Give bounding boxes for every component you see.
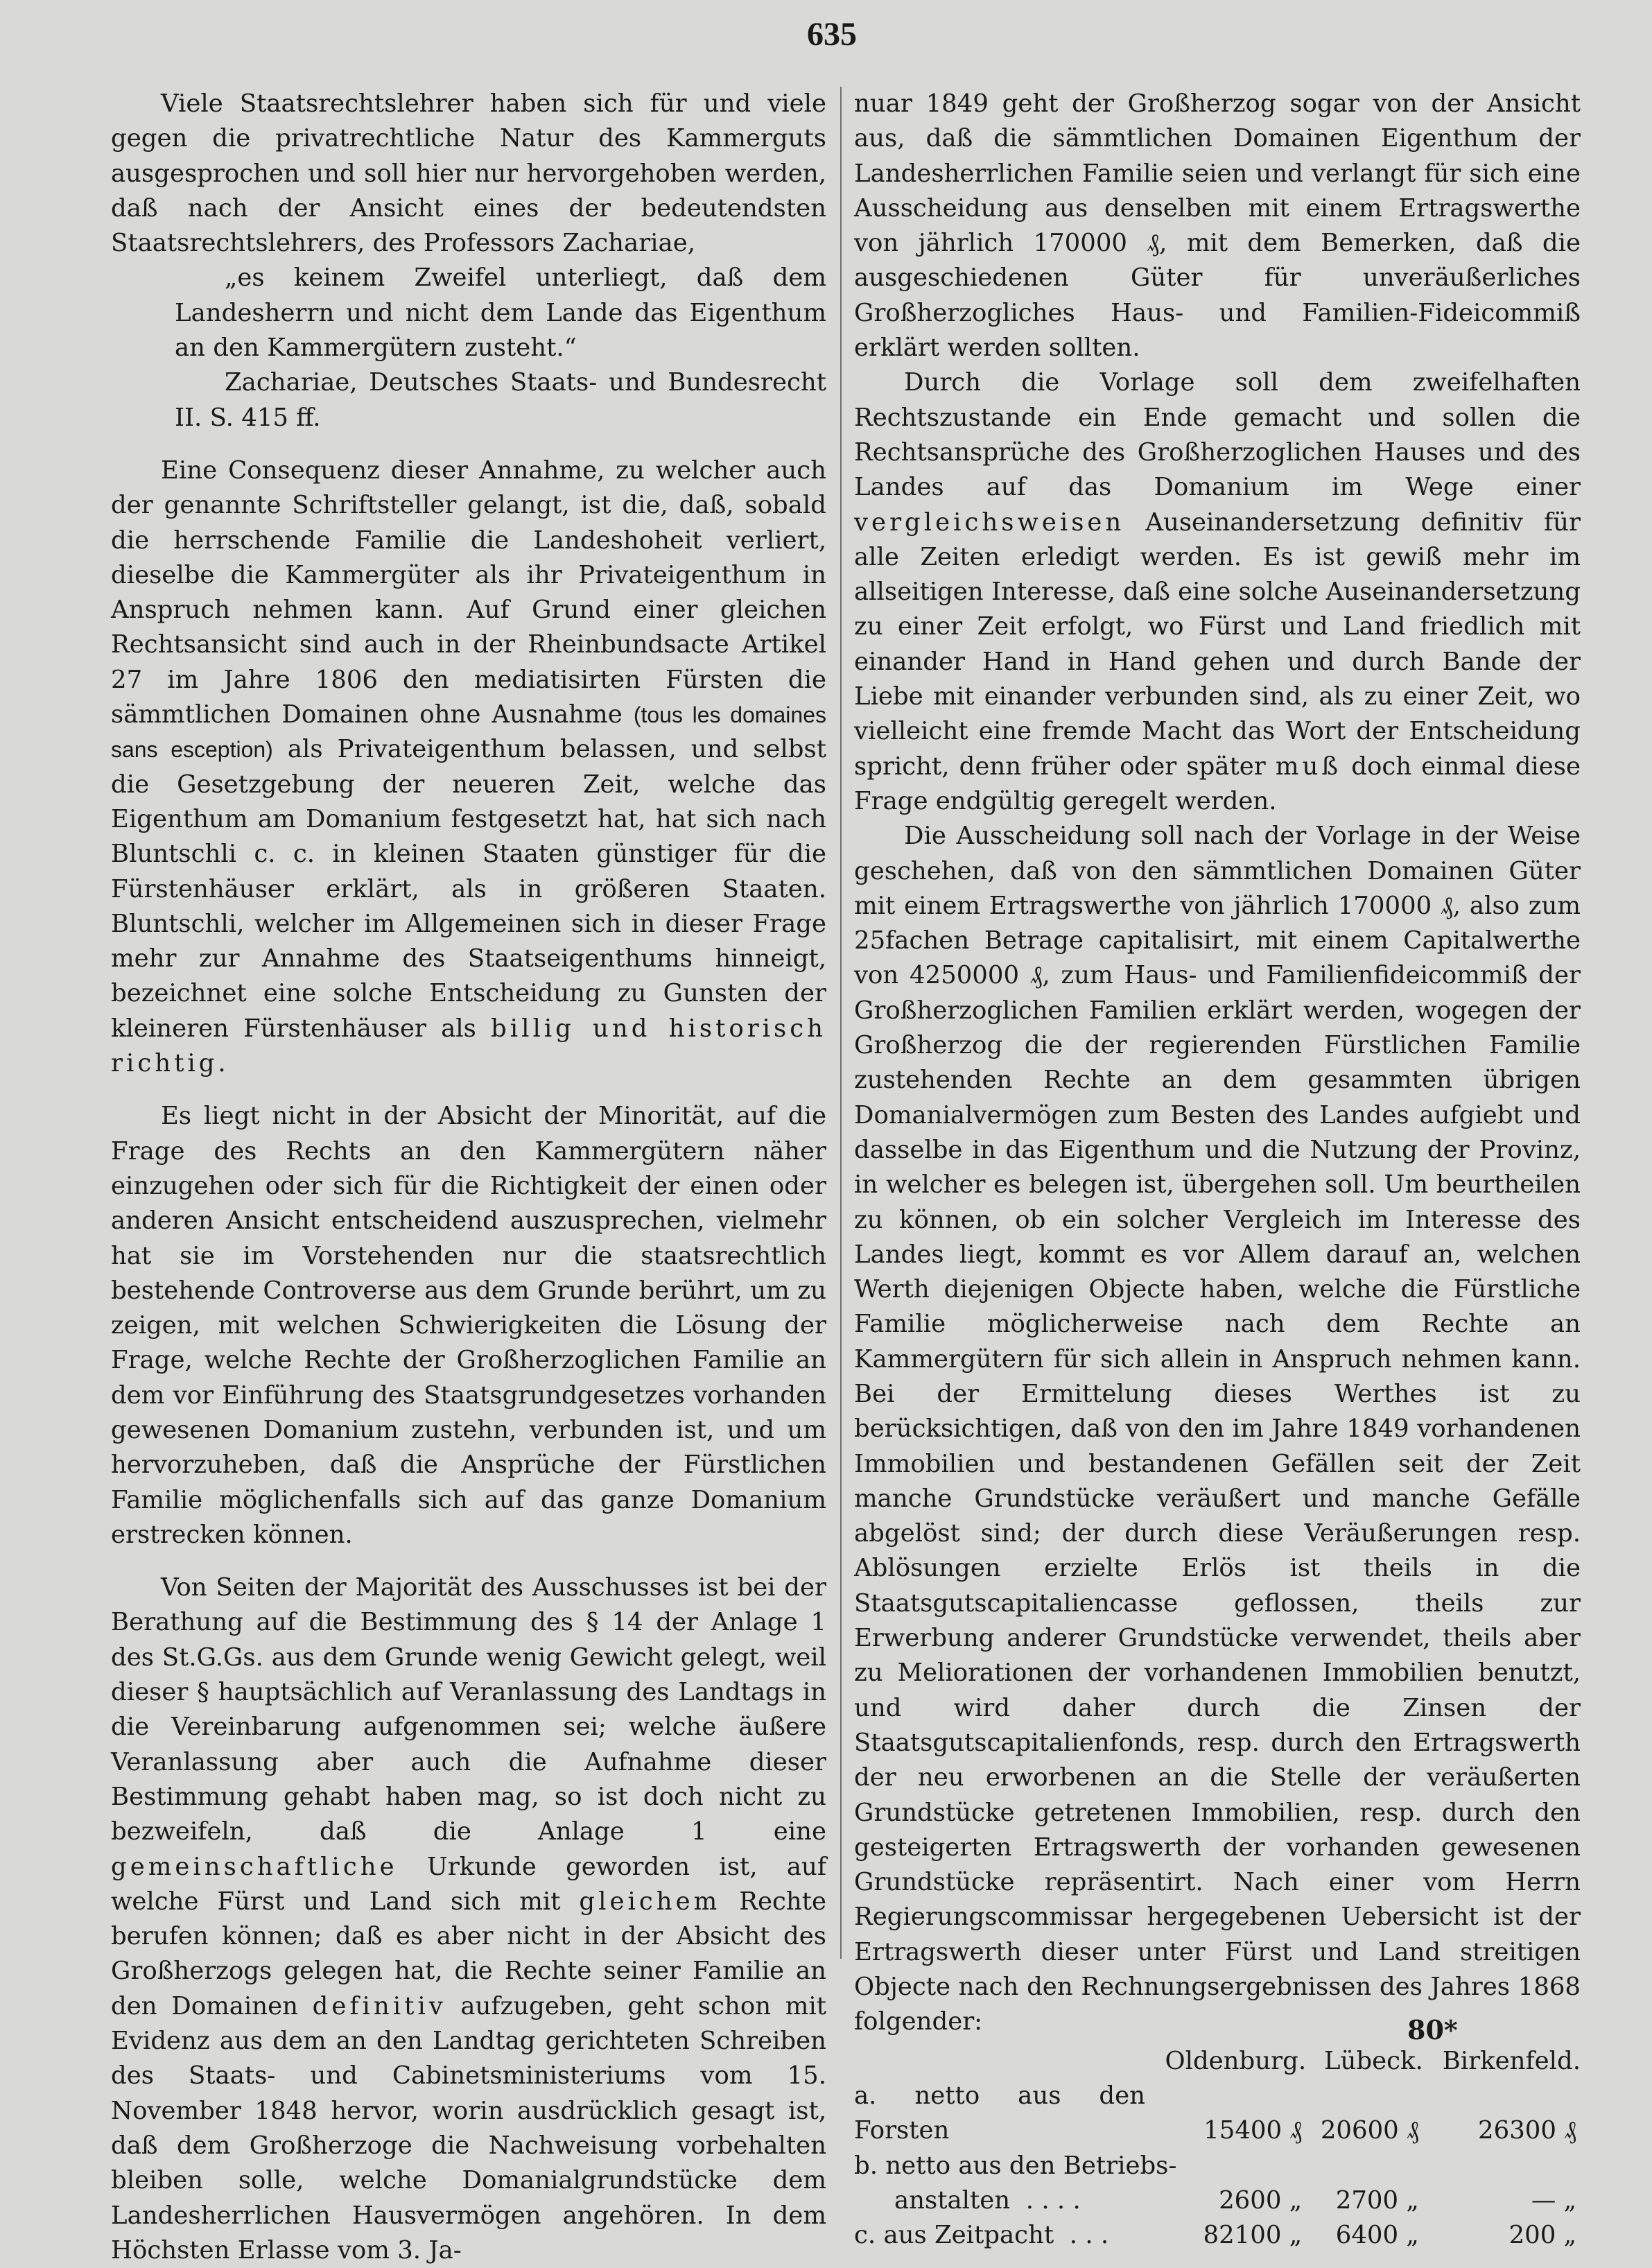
cell: 2600 „ — [1219, 2185, 1303, 2215]
paragraph — [854, 365, 1581, 819]
paragraph: nuar 1849 geht der Großherzog sogar von der Ansicht aus, daß die sämmtlichen Domainen Eigenthum der Landesherrlichen Familie seien und verlangt für sich eine Ausscheidung aus denselben mit einem Ertragswerthe von jährlich 170000 ₰, mit dem Bemerken, daß die ausgeschiedenen Güter für unveräußerliches Großherzogliches Haus- und Familien-Fideicommiß erklärt werden sollten. — [854, 89, 1581, 363]
cell: 82100 „ — [1203, 2221, 1303, 2250]
text: doch einmal diese Frage endgültig geregelt werden. — [854, 752, 1581, 815]
cell: 26300 ₰ — [1478, 2116, 1576, 2145]
text: aufzugeben, geht schon mit Evidenz aus dem an den Landtag gerichteten Schreiben des Staats- und Cabinetsministeriums vom 15. November 1848 hervor, worin ausdrücklich gesagt ist, daß dem Großherzoge die Nachweisung vorbehalten bleiben solle, welche Domanialgrundstücke dem Landesherrlichen Hausvermögen angehören. In dem Höchsten Erlasse vom 3. Ja- — [111, 1991, 826, 2265]
spaced-text: billig und historisch richtig. — [111, 1014, 826, 1078]
paragraph: Die Ausscheidung soll nach der Vorlage in der Weise geschehen, daß von den sämmtlichen Domainen Güter mit einem Ertragswerthe von jährlich 170000 ₰, also zum 25fachen Betrage capitalisirt, mit einem Capitalwerthe von 4250000 ₰, zum Haus- und Familienfideicommiß der Großherzoglichen Familien erklärt werden, wogegen der Großherzog die der regierenden Fürstlichen Familie zustehenden Rechte an dem gesammten übrigen Domanialvermögen zum Besten des Landes aufgiebt und dasselbe in das Eigenthum und die Nutzung der Provinz, in welcher es belegen ist, übergehen soll. Um beurtheilen zu können, ob ein solcher Vergleich im Interesse des Landes liegt, kommt es vor Allem darauf an, welchen Werth diejenigen Objecte haben, welche die Fürstliche Familie möglicherweise nach dem Rechte an Kammergütern für sich allein in Anspruch nehmen kann. Bei der Ermittelung dieses Werthes ist zu berücksichtigen, daß von den im Jahre 1849 vorhandenen Immobilien und bestandenen Gefällen seit der Zeit manche Grundstücke veräußert und manche Gefälle abgelöst sind; der durch diese Veräußerungen resp. Ablösungen erzielte Erlös ist theils in die Staatsgutscapitaliencasse geflossen, theils zur Erwerbung anderer Grundstücke verwendet, theils aber zu Meliorationen der vorhandenen Immobilien benutzt, und wird daher durch die Zinsen der Staatsgutscapitalienfonds, resp. durch den Ertragswerth der neu erworbenen an die Stelle der veräußerten Grundstücke getretenen Immobilien, resp. durch den gesteigerten Ertragswerth der vorhanden gewesenen Grundstücke repräsentirt. Nach einer vom Herrn Regierungscommissar hergegebenen Uebersicht ist der Ertragswerth dieser unter Fürst und Land streitigen Objecte nach den Rechnungsergebnissen des Jahres 1868 folgender: — [854, 822, 1581, 2036]
column-header: Oldenburg. — [1165, 2046, 1307, 2075]
cell: 200 „ — [1508, 2221, 1576, 2250]
spaced-text: gemeinschaftliche — [111, 1852, 398, 1881]
spaced-text: gleichem — [579, 1887, 721, 1916]
text: Urkunde geworden ist, auf welche Fürst und Land sich mit — [111, 1852, 826, 1916]
table-row — [854, 2149, 1581, 2183]
ertrag-table — [854, 2044, 1581, 2253]
spaced-text: muß — [1275, 752, 1342, 781]
cell: 20600 ₰ — [1320, 2116, 1419, 2145]
column-header: Lübeck. — [1323, 2046, 1423, 2075]
table-row — [854, 2218, 1581, 2253]
text: Eine Consequenz dieser Annahme, zu welcher auch der genannte Schriftsteller gelangt, ist die, daß, sobald die herrschende Familie die Landeshoheit verliert, dieselbe die Kammergüter als ihr Privateigenthum in Anspruch nehmen kann. Auf Grund einer gleichen Rechtsansicht sind auch in der Rheinbundsacte Artikel 27 im Jahre 1806 den mediatisirten Fürsten die sämmtlichen Domainen ohne Ausnahme — [111, 456, 826, 729]
row-label — [854, 2218, 1145, 2253]
right-column — [854, 87, 1581, 2253]
spaced-text: vergleichsweisen — [854, 508, 1125, 537]
left-column — [111, 87, 826, 2268]
quote: „es keinem Zweifel unterliegt, daß dem Landesherrn und nicht dem Lande das Eigenthum an den Kammergütern zusteht.“ — [175, 263, 826, 363]
label-text: c. aus Zeitpacht — [854, 2221, 1054, 2250]
label-text: anstalten — [894, 2185, 1011, 2215]
text: Rechte berufen können; daß es aber nicht in der Absicht des Großherzogs gelegen hat, die Rechte seiner Familie an den Domainen — [111, 1887, 826, 2020]
leader-dots: . . . — [1069, 2221, 1109, 2250]
paragraph — [111, 1570, 826, 2268]
text: als Privateigenthum belassen, und selbst die Gesetzgebung der neueren Zeit, welche das Eigenthum am Domanium festgesetzt hat, hat sich nach Bluntschli c. c. in kleinen Staaten günstiger für die Fürstenhäuser erklärt, als in größeren Staaten. Bluntschli, welcher im Allgemeinen sich in dieser Frage mehr zur Annahme des Staatseigenthums hinneigt, bezeichnet eine solche Entscheidung zu Gunsten der kleineren Fürstenhäuser als — [111, 735, 826, 1043]
table-header-row — [854, 2044, 1581, 2079]
paragraph — [111, 453, 826, 1081]
cell: 2700 „ — [1335, 2185, 1419, 2215]
column-divider — [840, 87, 842, 1959]
paragraph: Viele Staatsrechtslehrer haben sich für und viele gegen die privatrechtliche Natur des Kammerguts ausgesprochen und soll hier nur hervorgehoben werden, daß nach der Ansicht eines der bedeutendsten Staatsrechtslehrers, des Professors Zachariae, — [111, 89, 826, 258]
cell: — „ — [1531, 2185, 1576, 2215]
row-label — [854, 2183, 1145, 2218]
citation: Zachariae, Deutsches Staats- und Bundesrecht II. S. 415 ff. — [175, 368, 826, 432]
table-row — [854, 2079, 1581, 2149]
paragraph: Es liegt nicht in der Absicht der Minorität, auf die Frage des Rechts an den Kammergütern näher einzugehen oder sich für die Richtigkeit der einen oder anderen Ansicht entscheidend auszusprechen, vielmehr hat sie im Vorstehenden nur die staatsrechtlich bestehende Controverse aus dem Grunde berührt, um zu zeigen, mit welchen Schwierigkeiten die Lösung der Frage, welche Rechte der Großherzoglichen Familie an dem vor Einführung des Staatsgrundgesetzes vorhanden gewesenen Domanium zustehn, verbunden ist, und um hervorzuheben, daß die Ansprüche der Fürstlichen Familie möglichenfalls sich auf das ganze Domanium erstrecken können. — [111, 1102, 826, 1549]
cell: 15400 ₰ — [1203, 2116, 1303, 2145]
row-label: a. netto aus den Forsten — [854, 2081, 1145, 2145]
cell: 6400 „ — [1335, 2221, 1419, 2250]
row-label: b. netto aus den Betriebs- — [854, 2151, 1177, 2180]
text: Durch die Vorlage soll dem zweifelhaften Rechtszustande ein Ende gemacht und sollen die Rechtsansprüche des Großherzoglichen Hauses und des Landes auf das Domanium im Wege einer — [854, 368, 1581, 502]
text: Von Seiten der Majorität des Ausschusses ist bei der Berathung auf die Bestimmung des § 14 der Anlage 1 des St.G.Gs. aus dem Grunde wenig Gewicht gelegt, weil dieser § hauptsächlich auf Veranlassung des Landtags in die Vereinbarung aufgenommen sei; welche äußere Veranlassung aber auch die Aufnahme dieser Bestimmung gehabt haben mag, so ist doch nicht zu bezweifeln, daß die Anlage 1 eine — [111, 1573, 826, 1846]
table-row — [854, 2183, 1581, 2218]
page-number: 635 — [807, 16, 857, 53]
antiqua-text: (tous les domaines sans esception) — [111, 702, 826, 763]
spaced-text: definitiv — [312, 1991, 446, 2020]
leader-dots: . . . . — [1025, 2185, 1081, 2215]
signature-mark: 80* — [1407, 2014, 1458, 2045]
text: Auseinandersetzung definitiv für alle Zeiten erledigt werden. Es ist gewiß mehr im allseitigen Interesse, daß eine solche Auseinandersetzung zu einer Zeit erfolgt, wo Fürst und Land friedlich mit einander Hand in Hand gehen und durch Bande der Liebe mit einander verbunden sind, als zu einer Zeit, wo vielleicht eine fremde Macht das Wort der Entscheidung spricht, denn früher oder später — [854, 508, 1581, 781]
column-header: Birkenfeld. — [1442, 2046, 1581, 2075]
